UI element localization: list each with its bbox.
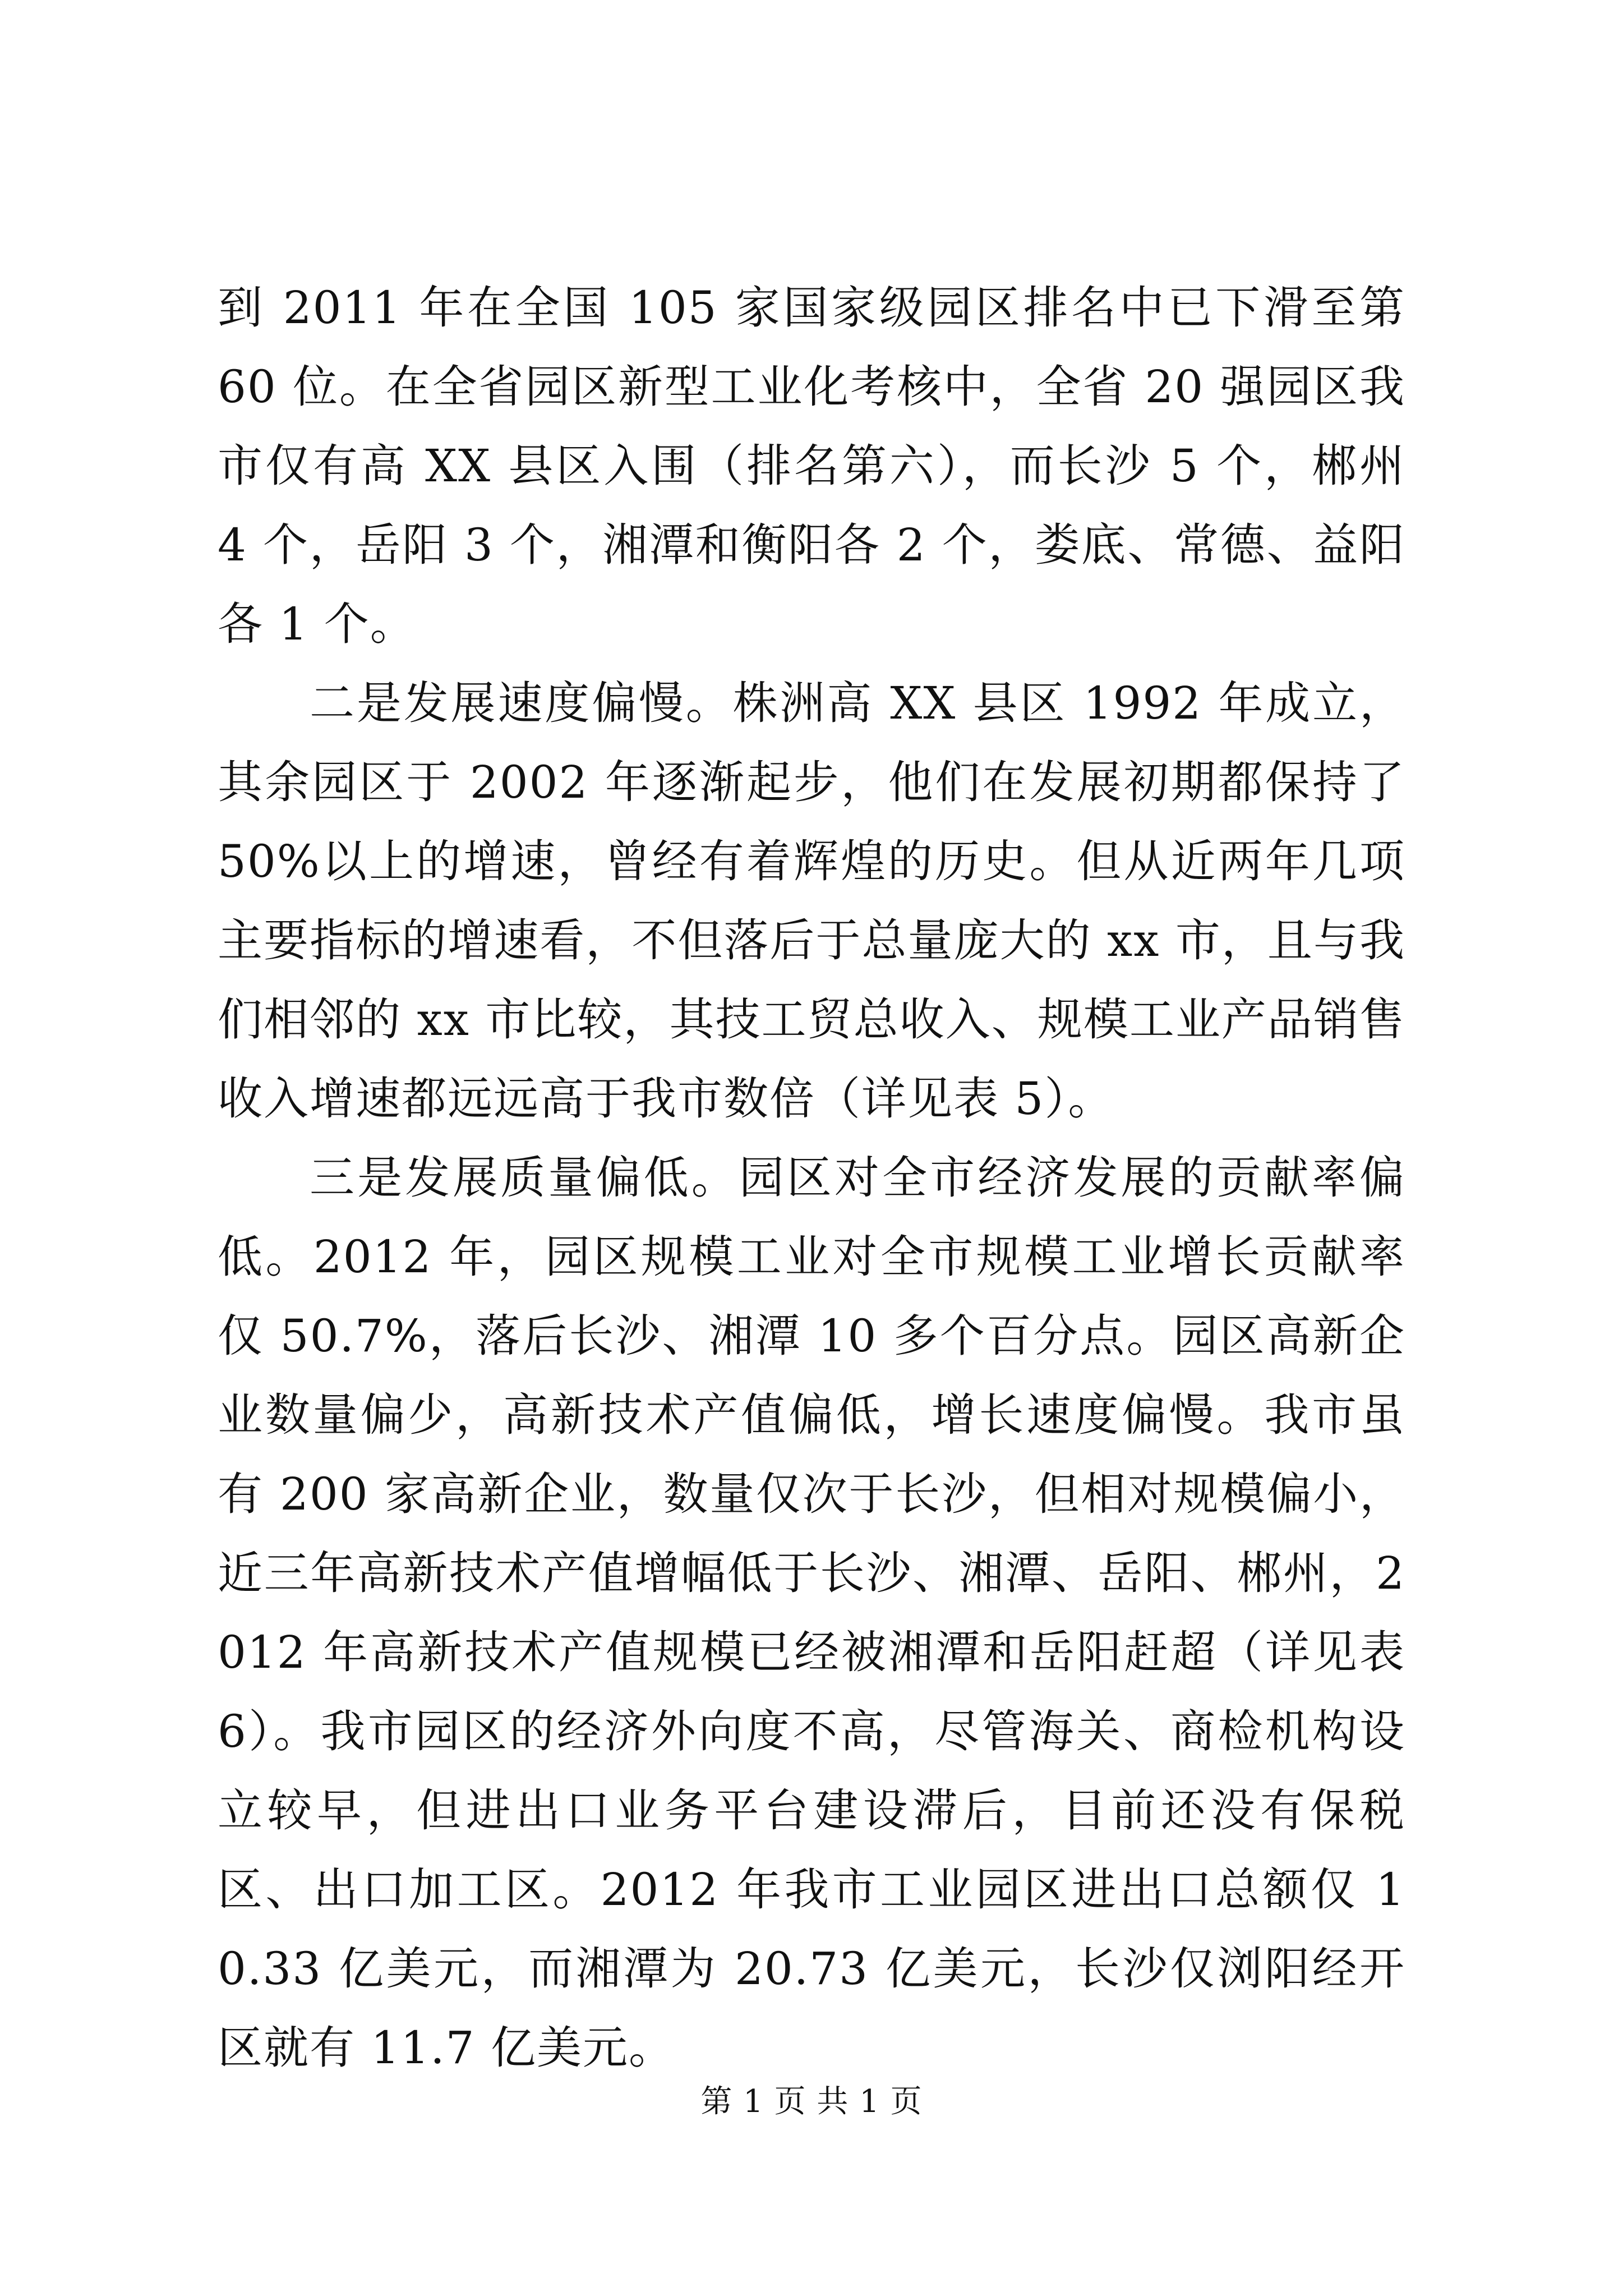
- page-footer: 第 1 页 共 1 页: [700, 2083, 923, 2120]
- paragraph-development-speed: 二是发展速度偏慢。株洲高 XX 县区 1992 年成立，其余园区于 2002 年逐渐起步，他们在发展初期都保持了 50%以上的增速，曾经有着辉煌的历史。但从近两年几项主要指标的增速看，不但落后于总量庞大的 xx 市，且与我们相邻的 xx 市比较，其技工贸总收入、规模工业产品销售收入增速都远远高于我市数倍（详见表 5）。: [218, 677, 1405, 1125]
- paragraph-continuation: 到 2011 年在全国 105 家国家级园区排名中已下滑至第 60 位。在全省园区新型工业化考核中，全省 20 强园区我市仅有高 XX 县区入围（排名第六），而长沙 5 个，郴州 4 个，岳阳 3 个，湘潭和衡阳各 2 个，娄底、常德、益阳各 1 个。: [218, 282, 1405, 650]
- body-text: [218, 268, 1405, 2087]
- paragraph-development-quality: 三是发展质量偏低。园区对全市经济发展的贡献率偏低。2012 年，园区规模工业对全市规模工业增长贡献率仅 50.7%，落后长沙、湘潭 10 多个百分点。园区高新企业数量偏少，高新技术产值偏低，增长速度偏慢。我市虽有 200 家高新企业，数量仅次于长沙，但相对规模偏小，近三年高新技术产值增幅低于长沙、湘潭、岳阳、郴州，2012 年高新技术产值规模已经被湘潭和岳阳赶超（详见表 6）。我市园区的经济外向度不高，尽管海关、商检机构设立较早，但进出口业务平台建设滞后，目前还没有保税区、出口加工区。2012 年我市工业园区进出口总额仅 10.33 亿美元，而湘潭为 20.73 亿美元，长沙仅浏阳经开区就有 11.7 亿美元。: [218, 1152, 1405, 2074]
